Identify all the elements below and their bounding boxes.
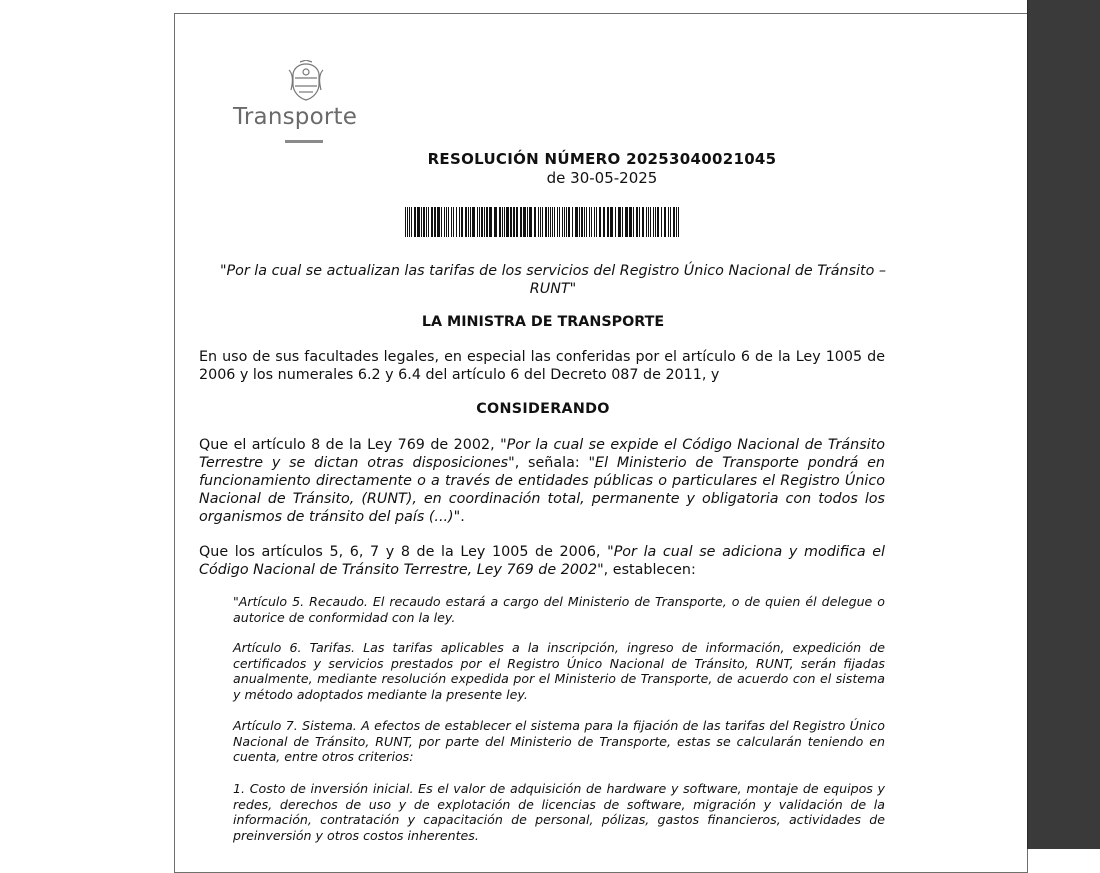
logo-underline — [285, 140, 323, 143]
quoted-article-7: Artículo 7. Sistema. A efectos de establecer el sistema para la fijación de las tarifas del Registro Único Nacional de Tránsito, RUNT, por parte del Ministerio de Transporte, estas se calcularán teniendo en cuenta, entre otros criterios: — [233, 718, 885, 765]
barcode — [405, 207, 681, 237]
resolution-date: de 30-05-2025 — [546, 169, 658, 187]
que2-end: ", establecen: — [597, 562, 696, 578]
que1-lead: Que el artículo 8 de la Ley 769 de 2002, " — [199, 437, 507, 453]
considerando-paragraph-1 — [199, 436, 885, 526]
quoted-article-6: Artículo 6. Tarifas. Las tarifas aplicables a la inscripción, ingreso de información, expedición de certificados y servicios prestados por el Registro Único Nacional de Tránsito, RUNT, serán fijadas anualmente, mediante resolución expedida por el Ministerio de Transporte, de acuerdo con el sistema y método adoptados mediante la presente ley. — [233, 640, 885, 702]
que1-middle: ", señala: " — [508, 455, 596, 471]
que2-lead: Que los artículos 5, 6, 7 y 8 de la Ley 1005 de 2006, " — [199, 544, 614, 560]
minister-heading: LA MINISTRA DE TRANSPORTE — [421, 314, 665, 330]
quoted-article-5: "Artículo 5. Recaudo. El recaudo estará a cargo del Ministerio de Transporte, o de quien él delegue o autorice de conformidad con la ley. — [233, 594, 885, 625]
que2-law-title: Por la cual se adiciona y modifica el Código Nacional de Tránsito Terrestre, Ley 769 de 2002 — [199, 544, 885, 578]
ministry-logo — [233, 58, 383, 148]
que1-law-title: Por la cual se expide el Código Nacional de Tránsito Terrestre y se dictan otras disposiciones — [199, 437, 885, 471]
que1-end: ". — [453, 509, 465, 525]
document-page — [174, 13, 1028, 873]
coat-of-arms-icon — [285, 60, 327, 104]
resolution-subject: "Por la cual se actualizan las tarifas de los servicios del Registro Único Nacional de Tránsito – RUNT" — [219, 263, 887, 297]
que1-quote: El Ministerio de Transporte pondrá en funcionamiento directamente o a través de entidades públicas o particulares el Registro Único Nacional de Tránsito, (RUNT), en coordinación total, permanente y obligatoria con todos los organismos de tránsito del país (...) — [199, 455, 885, 525]
considerando-heading: CONSIDERANDO — [476, 401, 610, 417]
logo-wordmark: Transporte — [233, 104, 358, 130]
quoted-item-1: 1. Costo de inversión inicial. Es el valor de adquisición de hardware y software, montaje de equipos y redes, derechos de uso y de explotación de licencias de software, migración y validación de la información, contratación y capacitación de personal, pólizas, gastos financieros, actividades de preinversión y otros costos inherentes. — [233, 781, 885, 843]
resolution-title: RESOLUCIÓN NÚMERO 20253040021045 — [427, 150, 777, 168]
viewer-scrollbar[interactable] — [1027, 0, 1100, 849]
intro-paragraph: En uso de sus facultades legales, en especial las conferidas por el artículo 6 de la Ley 1005 de 2006 y los numerales 6.2 y 6.4 del artículo 6 del Decreto 087 de 2011, y — [199, 349, 885, 383]
considerando-paragraph-2 — [199, 543, 885, 579]
